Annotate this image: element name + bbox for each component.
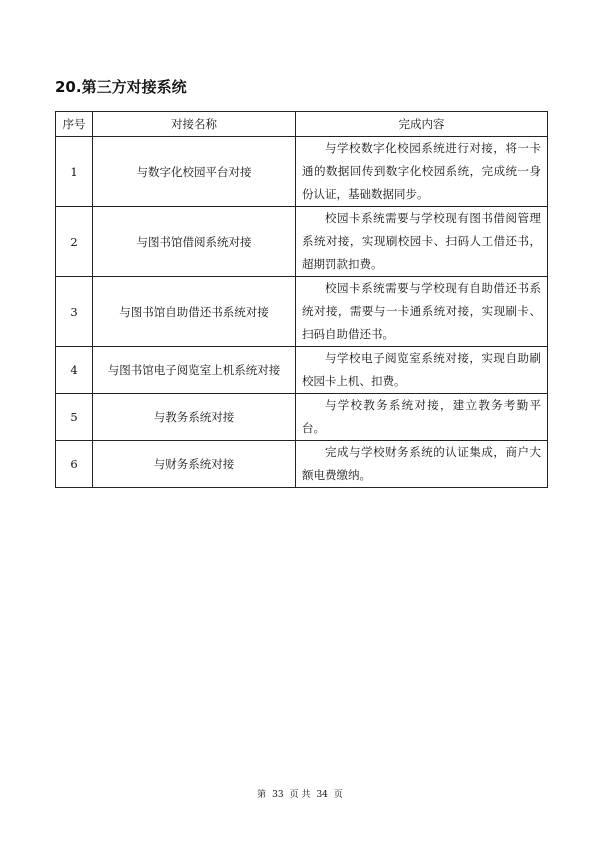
row-content: 校园卡系统需要与学校现有图书借阅管理系统对接，实现刷校园卡、扫码人工借还书，超期罚款扣费。 [296,207,548,277]
table-header-row [56,112,548,137]
table-row [56,441,548,488]
row-content: 与学校教务系统对接，建立教务考勤平台。 [296,394,548,441]
row-name: 与图书馆借阅系统对接 [93,207,296,277]
page-footer [0,787,600,800]
row-content: 校园卡系统需要与学校现有自助借还书系统对接，需要与一卡通系统对接，实现刷卡、扫码自助借还书。 [296,277,548,347]
row-name: 与图书馆自助借还书系统对接 [93,277,296,347]
table-row [56,347,548,394]
footer-prefix: 第 [257,790,267,800]
row-name: 与财务系统对接 [93,441,296,488]
footer-suffix: 页 [333,790,343,800]
row-number: 3 [56,277,93,347]
row-number: 1 [56,137,93,207]
row-name: 与教务系统对接 [93,394,296,441]
footer-middle: 页 共 [289,790,311,800]
row-content: 完成与学校财务系统的认证集成，商户大额电费缴纳。 [296,441,548,488]
footer-total-pages: 34 [316,790,328,800]
footer-current-page: 33 [272,790,284,800]
row-number: 2 [56,207,93,277]
row-number: 4 [56,347,93,394]
table-row [56,277,548,347]
integration-table [55,111,548,488]
table-row [56,207,548,277]
row-content: 与学校电子阅览室系统对接，实现自助刷校园卡上机、扣费。 [296,347,548,394]
row-number: 5 [56,394,93,441]
row-content: 与学校数字化校园系统进行对接，将一卡通的数据回传到数字化校园系统，完成统一身份认证，基础数据同步。 [296,137,548,207]
row-name: 与图书馆电子阅览室上机系统对接 [93,347,296,394]
row-name: 与数字化校园平台对接 [93,137,296,207]
table-row [56,394,548,441]
row-number: 6 [56,441,93,488]
table-row [56,137,548,207]
section-heading: 20.第三方对接系统 [55,78,187,96]
header-no: 序号 [56,112,93,137]
header-content: 完成内容 [296,112,548,137]
header-name: 对接名称 [93,112,296,137]
